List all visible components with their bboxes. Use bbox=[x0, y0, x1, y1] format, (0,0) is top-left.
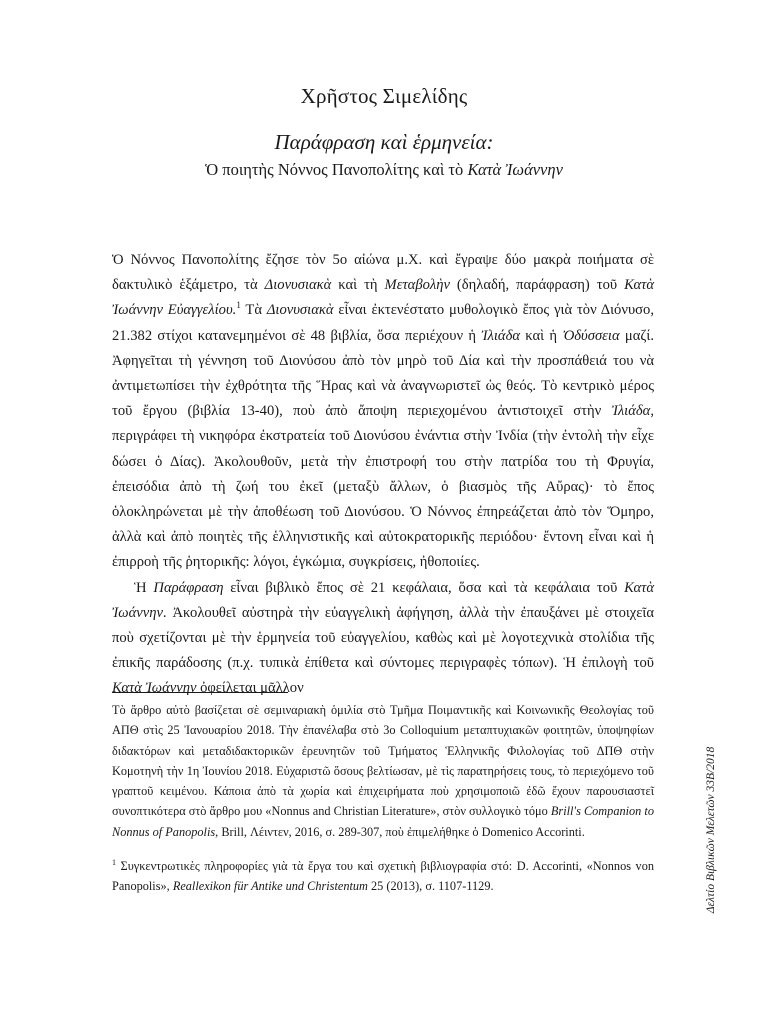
footnote-1 bbox=[112, 856, 654, 897]
text-run: . Ἀκολουθεῖ αὐστηρὰ τὴν εὐαγγελικὴ ἀφήγηση, ἀλλὰ τὴν ἐπαυξάνει μὲ στοιχεῖα ποὺ σχετίζονται μὲ τὴν ἑρμηνεία τοῦ εὐαγγελίου, καθὼς καὶ μὲ λογοτεχνικὰ στολίδια τῆς ἐπικῆς παράδοσης (π.χ. τυπικὰ ἐπίθετα καὶ σύντομες περιγραφὲς τόπων). Ἡ ἐπιλογὴ τοῦ bbox=[112, 604, 654, 672]
body-paragraph bbox=[112, 248, 654, 576]
footnote-mark: 1 bbox=[112, 857, 116, 867]
article-title: Παράφραση καὶ ἑρμηνεία: bbox=[274, 130, 494, 154]
text-run: Ὁ Νόννος Πανοπολίτης ἔζησε τὸν 5ο αἰώνα μ.Χ. καὶ ἔγραψε δύο μακρὰ ποιήματα σὲ δακτυλικὸ ἑξάμετρο, τὰ bbox=[112, 252, 654, 294]
text-run: μαζί. Ἀφηγεῖται τὴ γέννηση τοῦ Διονύσου ἀπὸ τὸν μηρὸ τοῦ Δία καὶ τὴν προσπάθειά του νὰ ἀντιμετωπίσει τὴν ἐχθρότητα τῆς Ἥρας καὶ νὰ ἀναγνωριστεῖ ὡς θεός. Τὸ κεντρικὸ μέρος τοῦ ἔργου (βιβλία 13-40), ποὺ ἀπὸ ἄποψη περιεχομένου ἀντιστοιχεῖ στὴν bbox=[112, 327, 654, 420]
italic-run: Κατὰ Ἰωάννην Εὐαγγελίου. bbox=[112, 277, 654, 319]
journal-sidebar-label: Δελτίο Βιβλικῶν Μελετῶν 33Β/2018 bbox=[705, 746, 717, 914]
text-run: (δηλαδή, παράφραση) τοῦ bbox=[449, 277, 625, 294]
text-run: Τὰ bbox=[240, 302, 267, 319]
text-run: Συγκεντρωτικὲς πληροφορίες γιὰ τὰ ἔργα του καὶ σχετικὴ βιβλιογραφία στό: D. Accorinti, «Nonnos von Panopolis», bbox=[112, 859, 654, 894]
author-name: Χρῆστος Σιμελίδης bbox=[300, 84, 468, 108]
italic-run: Ἰλιάδα bbox=[481, 327, 521, 344]
footnote-mark: 1 bbox=[236, 300, 241, 311]
italic-run: Ἰλιάδα bbox=[611, 403, 651, 420]
italic-run: Κατὰ Ἰωάννην bbox=[112, 579, 654, 621]
text-run: , Brill, Λέιντεν, 2016, σ. 289-307, ποὺ ἐπιμελήθηκε ὁ Domenico Accorinti. bbox=[215, 824, 585, 839]
subtitle-text: Ὁ ποιητὴς Νόννος Πανοπολίτης καὶ τὸ bbox=[205, 160, 468, 179]
text-run: καὶ τὴ bbox=[331, 277, 385, 294]
italic-run: Κατὰ Ἰωάννην bbox=[112, 680, 197, 697]
italic-run: Μεταβολὴν bbox=[384, 277, 450, 294]
text-run: εἶναι βιβλικὸ ἔπος σὲ 21 κεφάλαια, ὅσα καὶ τὰ κεφάλαια τοῦ bbox=[223, 579, 625, 596]
article-subtitle bbox=[0, 160, 768, 180]
footnotes bbox=[112, 700, 654, 897]
body-paragraph bbox=[112, 576, 654, 702]
italic-run: Reallexikon für Antike und Christentum bbox=[172, 879, 368, 894]
text-run: ὀφείλεται μᾶλλον bbox=[196, 680, 304, 697]
subtitle-italic-text: Κατὰ Ἰωάννην bbox=[467, 160, 563, 179]
text-run: 25 (2013), σ. 1107-1129. bbox=[367, 879, 494, 894]
text-run: εἶναι ἐκτενέστατο μυθολογικὸ ἔπος γιὰ τὸν Διόνυσο, 21.382 στίχοι κατανεμημένοι σὲ 48 βιβλία, ὅσα περιέχουν ἡ bbox=[112, 302, 654, 344]
text-run: Ἡ bbox=[134, 579, 154, 596]
footnote-divider bbox=[112, 692, 288, 693]
body-text bbox=[112, 248, 654, 702]
italic-run: Brill's Companion to Nonnus of Panopolis bbox=[112, 804, 654, 839]
footnote-unnumbered bbox=[112, 700, 654, 842]
text-run: Τὸ ἄρθρο αὐτὸ βασίζεται σὲ σεμιναριακὴ ὁμιλία στὸ Τμῆμα Ποιμαντικῆς καὶ Κοινωνικῆς Θεολογίας τοῦ ΑΠΘ στὶς 25 Ἰανουαρίου 2018. Τὴν ἐπανέλαβα στὸ 3ο Colloquium μεταπτυχιακῶν φοιτητῶν, ὑποψηφίων διδακτόρων καὶ μεταδιδακτορικῶν ἐρευνητῶν τοῦ Τμήματος Ἑλληνικῆς Φιλολογίας τοῦ ΔΠΘ στὴν Κομοτηνὴ τὴν 1η Ἰουνίου 2018. Εὐχαριστῶ ὅσους βελτίωσαν, μὲ τὶς παρατηρήσεις τους, τὸ περιεχόμενο τοῦ γραπτοῦ κειμένου. Κάποια ἀπὸ τὰ χωρία καὶ ἐπιχειρήματα ποὺ χρησιμοποιῶ ἐδῶ ἔχουν παρουσιαστεῖ συνοπτικότερα στὸ ἄρθρο μου «Nonnus and Christian Literature», στὸν συλλογικὸ τόμο bbox=[112, 703, 654, 819]
text-run: καὶ ἡ bbox=[520, 327, 563, 344]
italic-run: Διονυσιακὰ bbox=[264, 277, 332, 294]
italic-run: Ὀδύσσεια bbox=[562, 327, 620, 344]
italic-run: Διονυσιακὰ bbox=[266, 302, 334, 319]
text-run: , περιγράφει τὴ νικηφόρα ἐκστρατεία τοῦ Διονύσου ἐνάντια στὴν Ἰνδία (τὴν ἐντολὴ τὴν εἶχε δώσει ὁ Δίας). Ἀκολουθοῦν, μετὰ τὴν ἐπιστροφή του στὴν πατρίδα του τὴ Φρυγία, ἐπεισόδια ἀπὸ τὴ ζωή του ἐκεῖ (μεταξὺ ἄλλων, ὁ βιασμὸς τῆς Αὔρας)· τὸ ἔπος ὁλοκληρώνεται μὲ τὴν ἀποθέωση τοῦ Διονύσου. Ὁ Νόννος ἐπηρεάζεται ἀπὸ τὸν Ὅμηρο, ἀλλὰ καὶ ἀπὸ ποιητὲς τῆς ἑλληνιστικῆς καὶ αὐτοκρατορικῆς περιόδου· ἔντονη εἶναι καὶ ἡ ἐπιρροὴ τῆς ῥητορικῆς: λόγοι, ἐγκώμια, συγκρίσεις, ἠθοποιίες. bbox=[112, 403, 654, 571]
italic-run: Παράφραση bbox=[153, 579, 224, 596]
